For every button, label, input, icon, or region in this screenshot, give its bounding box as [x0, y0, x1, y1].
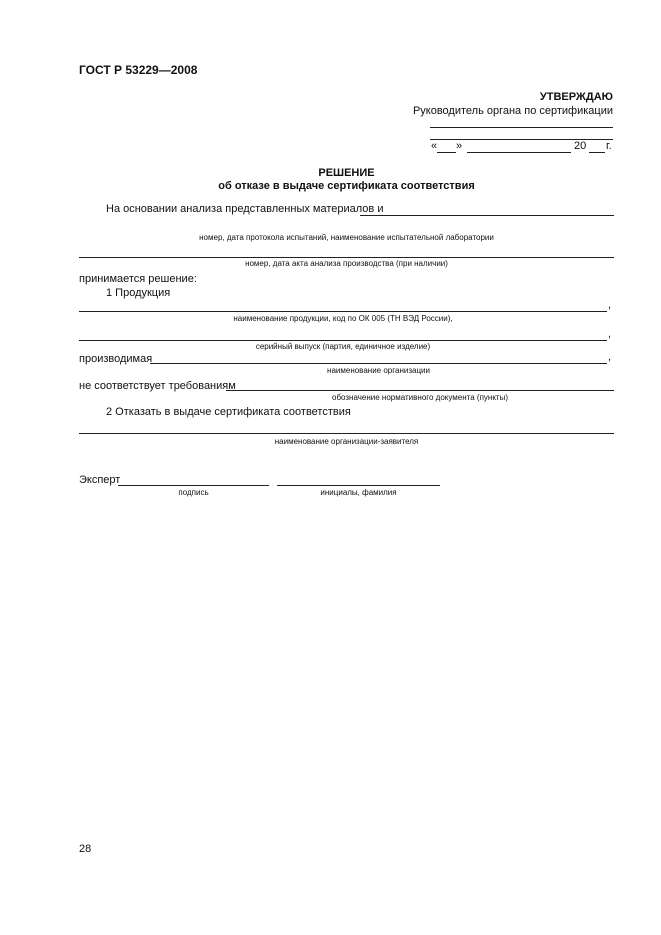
caption-norm-doc: обозначение нормативного документа (пункты): [332, 393, 508, 402]
caption-initials: инициалы, фамилия: [320, 488, 397, 497]
organization-field[interactable]: [150, 363, 607, 364]
date-year-field[interactable]: [589, 152, 605, 153]
applicant-field[interactable]: [79, 433, 614, 434]
item-2-label: 2 Отказать в выдаче сертификата соответствия: [106, 406, 351, 418]
approve-label: УТВЕРЖДАЮ: [539, 91, 613, 103]
basis-field[interactable]: [360, 215, 614, 216]
expert-label: Эксперт: [79, 474, 121, 486]
batch-comma: ,: [608, 328, 612, 340]
product-name-field[interactable]: [79, 311, 607, 312]
production-act-field[interactable]: [79, 257, 614, 258]
document-subtitle: об отказе в выдаче сертификата соответствия: [218, 180, 475, 192]
product-comma: ,: [608, 299, 612, 311]
caption-applicant: наименование организации-заявителя: [274, 437, 419, 446]
document-title: РЕШЕНИЕ: [318, 167, 375, 179]
caption-batch: серийный выпуск (партия, единичное изделие): [255, 342, 431, 351]
standard-code: ГОСТ Р 53229—2008: [79, 63, 198, 77]
caption-production-act: номер, дата акта анализа производства (при наличии): [245, 259, 448, 268]
year-prefix: 20: [574, 140, 587, 152]
date-quote-open: «: [431, 140, 438, 152]
noncompliance-label: не соответствует требованиям: [79, 380, 236, 392]
date-quote-close: »: [456, 140, 463, 152]
page-number: 28: [79, 843, 92, 855]
basis-text: На основании анализа представленных материалов и: [106, 203, 384, 215]
year-suffix: г.: [606, 140, 612, 152]
item-1-label: 1 Продукция: [106, 287, 171, 299]
caption-product-name: наименование продукции, код по ОК 005 (ТН ВЭД России),: [233, 314, 453, 323]
norm-doc-field[interactable]: [226, 390, 614, 391]
signature-field[interactable]: [118, 485, 269, 486]
caption-organization: наименование организации: [327, 366, 430, 375]
produced-label: производимая: [79, 353, 153, 365]
date-month-field[interactable]: [467, 152, 571, 153]
decision-label: принимается решение:: [79, 273, 197, 285]
approver-role: Руководитель органа по сертификации: [412, 105, 613, 117]
initials-field[interactable]: [277, 485, 440, 486]
organization-comma: ,: [608, 351, 612, 363]
batch-field[interactable]: [79, 340, 607, 341]
caption-signature: подпись: [178, 488, 209, 497]
caption-protocol: номер, дата протокола испытаний, наименование испытательной лаборатории: [199, 233, 494, 242]
date-day-field[interactable]: [437, 152, 456, 153]
approver-line-1[interactable]: [430, 127, 613, 128]
